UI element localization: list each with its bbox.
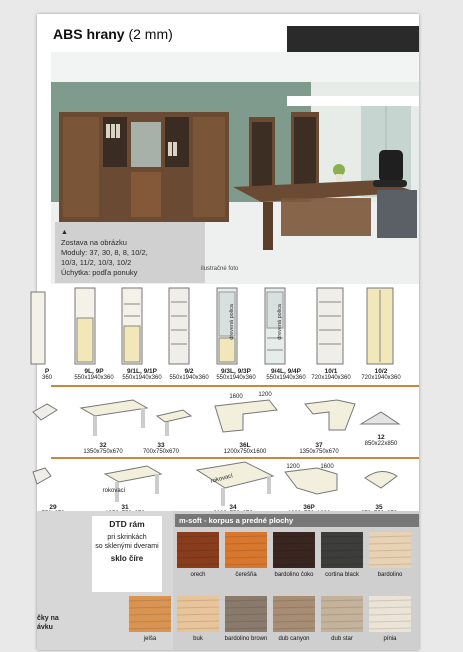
- cabinet-label: 10/1 720x1940x360: [311, 368, 351, 381]
- desk-31: [105, 466, 161, 502]
- glass-note: drevená polica: [277, 304, 283, 340]
- decor-swatch: [177, 532, 219, 578]
- desk-label: 33 700x750x670: [142, 442, 180, 455]
- caption-line: 10/3, 11/2, 10/3, 10/2: [61, 258, 132, 267]
- desk-dim: 1600: [320, 464, 334, 470]
- desk-label: 36P: [303, 504, 315, 511]
- dtd-frame-note: DTD rám pri skrinkách so sklenými dverami sklo číre: [92, 516, 162, 592]
- desk-label: 35: [375, 504, 383, 511]
- photo-caption: [55, 222, 205, 283]
- decor-swatch: [369, 532, 411, 578]
- cabinet-label: 9/1L, 9/1P 550x1940x360: [122, 368, 162, 381]
- cabinet-10-1: [317, 288, 343, 364]
- desk-note: rokovací: [102, 488, 126, 494]
- decor-label: orech: [190, 572, 206, 578]
- decor-swatch: [321, 596, 363, 642]
- decor-swatch: [177, 596, 219, 642]
- decor-label: jelša: [143, 636, 157, 642]
- decor-label: bardolino čoko: [274, 572, 314, 578]
- desk-note: rokovací: [210, 473, 234, 485]
- decor-label: buk: [193, 636, 203, 642]
- desk-12: [361, 412, 399, 424]
- desk-label: 29: [49, 504, 57, 511]
- decor-label: čerešňa: [235, 572, 257, 578]
- photo-credit: ilustračné foto: [201, 266, 239, 272]
- desk-dim: 1600: [229, 394, 243, 400]
- triangle-icon: ▲: [61, 229, 68, 236]
- desk-36L: [215, 400, 277, 432]
- catalog-sheet: [37, 14, 419, 650]
- section-divider: [51, 457, 419, 459]
- decor-label: dub star: [331, 636, 353, 642]
- decor-swatch: [225, 596, 268, 642]
- decor-swatch: [369, 596, 411, 642]
- desk-dim: 1200: [286, 464, 300, 470]
- decor-swatch: [273, 532, 315, 578]
- decor-swatch: [321, 532, 363, 578]
- decor-label: dub canyon: [278, 636, 310, 642]
- decor-swatch: [225, 532, 267, 578]
- cabinet-drawings: [37, 284, 419, 366]
- decor-label: bardolino brown: [224, 636, 268, 642]
- decor-title: m-soft - korpus a predné plochy: [175, 514, 419, 527]
- desk-35: [365, 471, 397, 488]
- cabinet-9L: [75, 288, 95, 364]
- decor-label: cortina black: [325, 572, 359, 578]
- cabinet-9-1L: [122, 288, 142, 364]
- desk-label: 12 850x22x850: [364, 434, 398, 447]
- caption-line: Úchytka: podľa ponuky: [61, 268, 138, 277]
- desk-label: 36L 1200x750x1600: [223, 442, 267, 455]
- desk-33: [157, 410, 191, 436]
- desk-drawings-row2: [37, 460, 419, 510]
- glass-note: drevená polica: [229, 304, 235, 340]
- desk-37: [305, 400, 355, 430]
- desk-label: 32 1350x750x670: [83, 442, 123, 455]
- caption-line: Moduly: 37, 30, 8, 8, 10/2,: [61, 248, 148, 257]
- caption-line: Zostava na obrázku: [61, 238, 127, 247]
- left-fragment: čky na ávku: [37, 615, 59, 631]
- logo-strip: [287, 96, 419, 106]
- decor-label: pínia: [383, 636, 397, 642]
- desk-36P: [285, 468, 337, 494]
- cabinet-label: 9L, 9P 550x1940x360: [74, 368, 114, 381]
- section-divider: [51, 385, 419, 387]
- cabinet-label-fragment: P 360: [41, 368, 52, 381]
- cabinet-label: 9/3L, 9/3P 550x1940x360: [216, 368, 256, 381]
- page-title: ABS hrany (2 mm): [53, 26, 173, 42]
- decor-swatches: [143, 528, 419, 650]
- desk-dim: 1200: [258, 392, 272, 398]
- cabinet-9-2: [169, 288, 189, 364]
- desk-32: [81, 400, 147, 436]
- decor-swatch: [273, 596, 315, 642]
- cabinet-label: 9/4L, 9/4P 550x1940x360: [266, 368, 306, 381]
- decor-label: bardolino: [377, 572, 403, 578]
- desk-label: 37 1350x750x670: [299, 442, 339, 455]
- desk-label: 31: [121, 504, 129, 511]
- cabinet-label: 9/2 550x1940x360: [169, 368, 209, 381]
- cabinet-label: 10/2 720x1940x360: [361, 368, 401, 381]
- cabinet-10-2: [367, 288, 393, 364]
- desk-label: 34: [229, 504, 237, 511]
